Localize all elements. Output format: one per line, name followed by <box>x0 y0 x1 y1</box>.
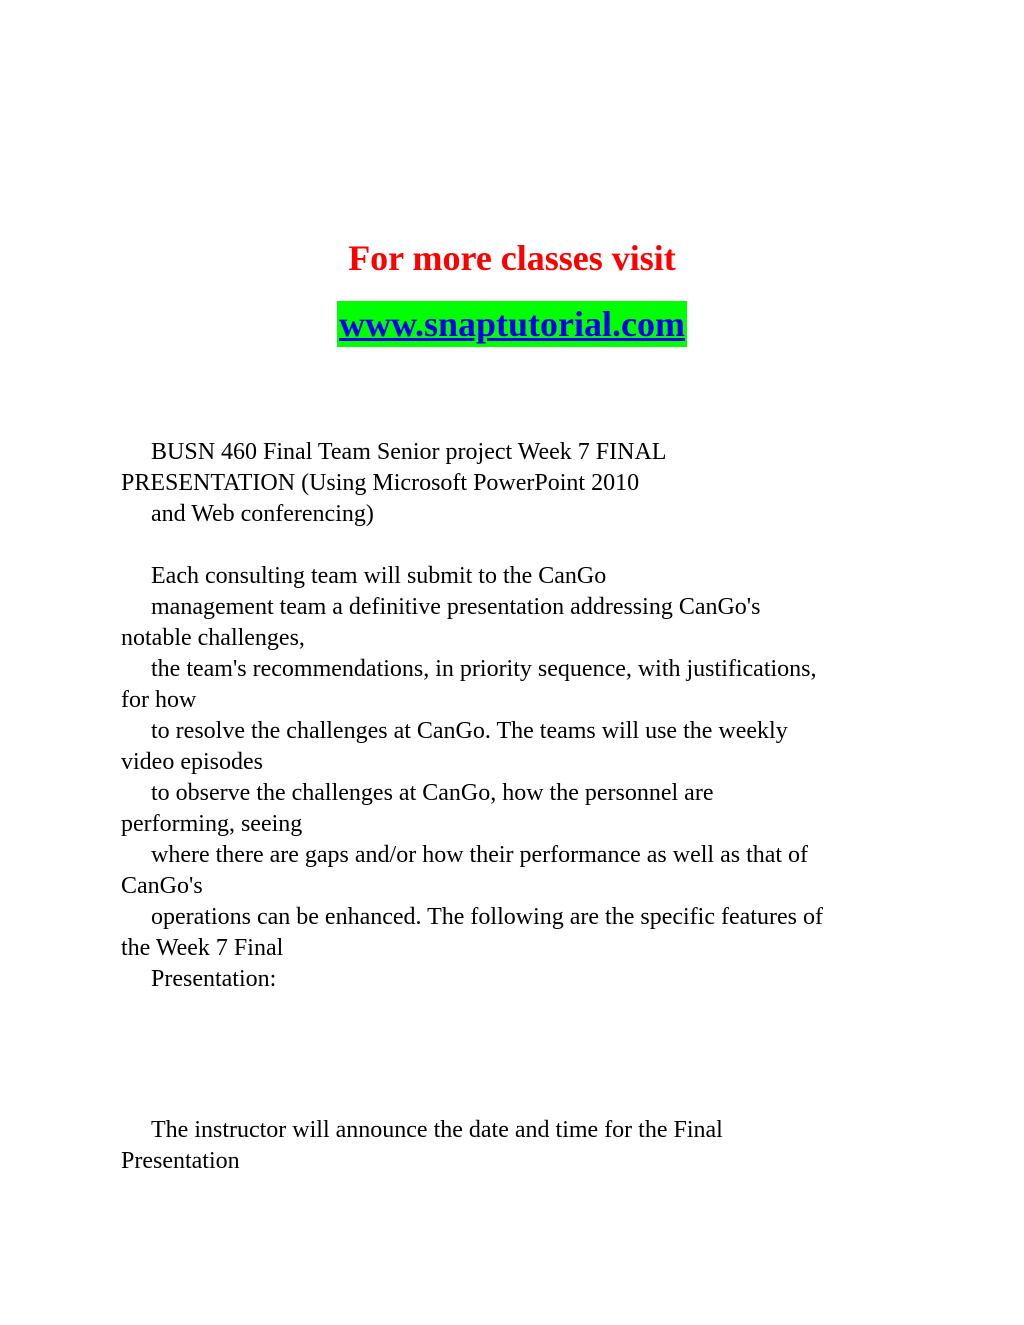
course-title-line: PRESENTATION (Using Microsoft PowerPoint 2010 <box>121 470 640 496</box>
description-line: video episodes <box>121 749 263 775</box>
page-heading: For more classes visit <box>348 238 676 278</box>
description-line: where there are gaps and/or how their performance as well as that of <box>151 842 809 868</box>
description-line: the team's recommendations, in priority sequence, with justifications, <box>151 656 817 682</box>
description-line: Each consulting team will submit to the CanGo <box>151 563 607 589</box>
description-line: to resolve the challenges at CanGo. The teams will use the weekly <box>151 718 788 744</box>
description-line: to observe the challenges at CanGo, how the personnel are <box>151 780 714 806</box>
description-paragraph <box>121 561 921 995</box>
site-link[interactable]: www.snaptutorial.com <box>337 301 687 347</box>
course-title-block <box>121 437 921 530</box>
course-title-line: and Web conferencing) <box>151 501 374 527</box>
announcement-line: The instructor will announce the date and time for the Final <box>151 1117 723 1143</box>
course-title-line: BUSN 460 Final Team Senior project Week 7 FINAL <box>151 439 667 465</box>
description-line: management team a definitive presentation addressing CanGo's <box>151 594 761 620</box>
description-line: the Week 7 Final <box>121 935 284 961</box>
description-line: CanGo's <box>121 873 203 899</box>
announcement-line: Presentation <box>121 1148 240 1174</box>
description-line: Presentation: <box>151 966 277 992</box>
description-line: for how <box>121 687 197 713</box>
description-line: notable challenges, <box>121 625 305 651</box>
announcement-paragraph <box>121 1115 921 1177</box>
site-link-container <box>0 301 1024 347</box>
description-line: performing, seeing <box>121 811 303 837</box>
description-line: operations can be enhanced. The following are the specific features of <box>151 904 823 930</box>
